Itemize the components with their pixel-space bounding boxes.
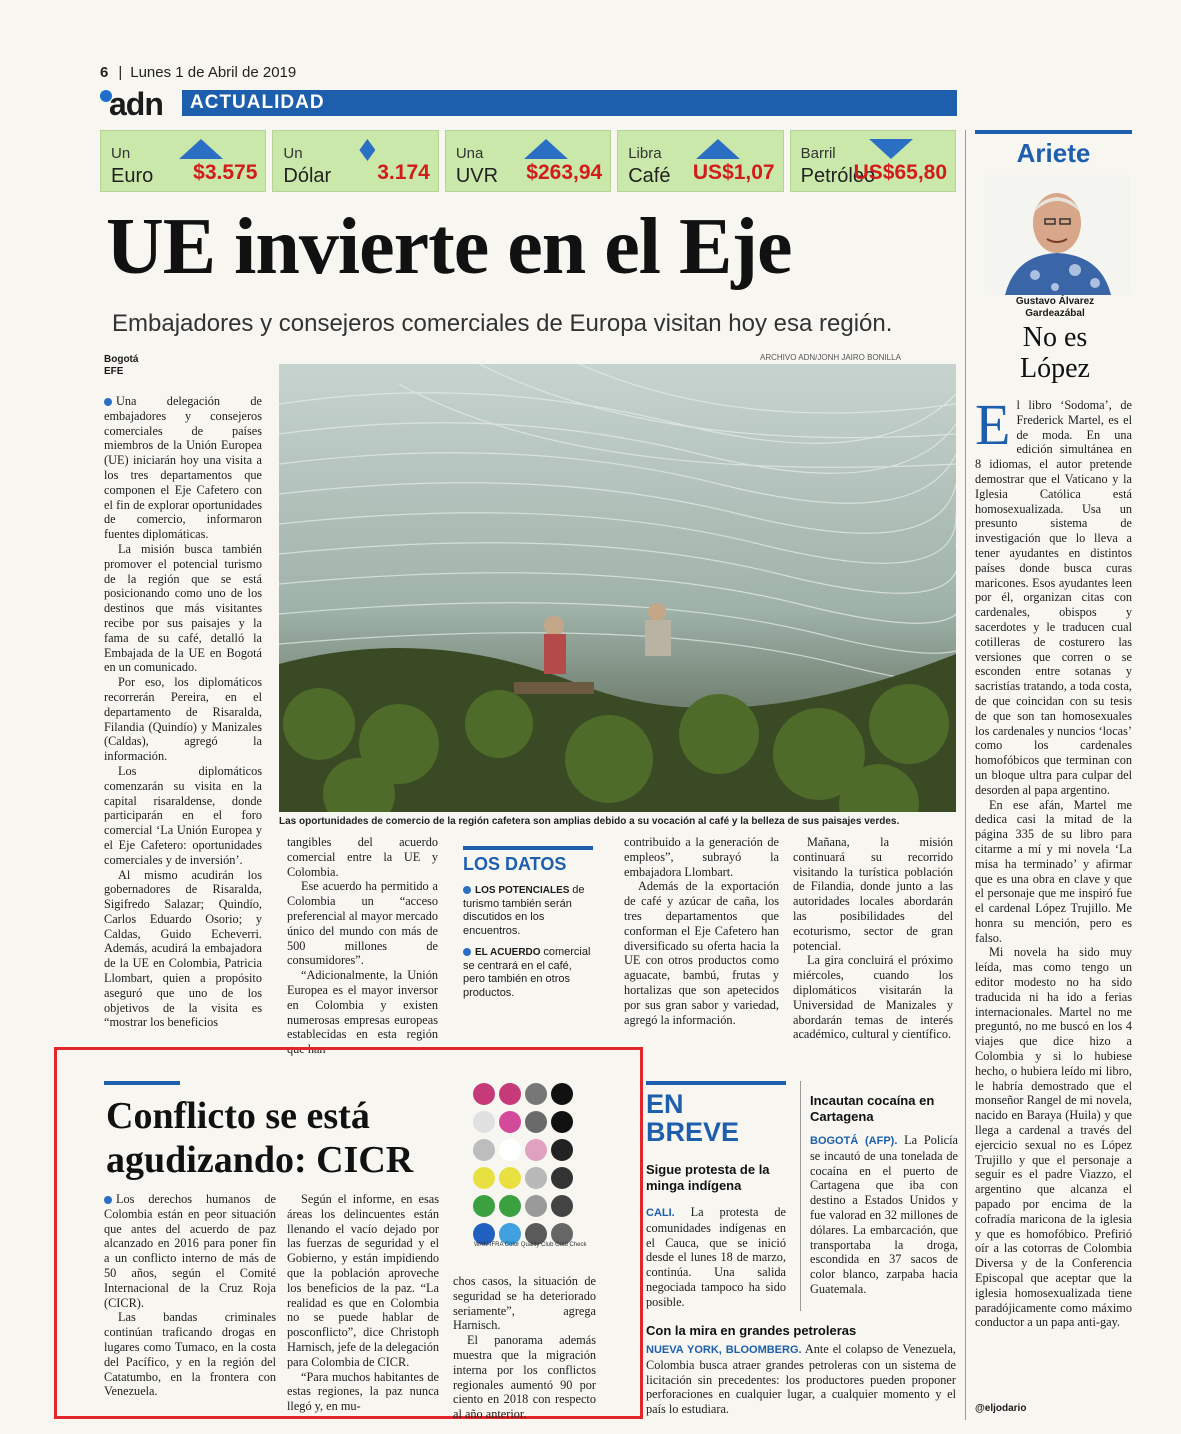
color-patch — [525, 1167, 547, 1189]
photo-credit: ARCHIVO ADN/JONH JAIRO BONILLA — [760, 353, 901, 362]
paragraph: La gira concluirá el próximo miércoles, cuando los diplomáticos visitarán la Universidad de Manizales y abordarán temas de interés académico, cultural y científico. — [793, 953, 953, 1042]
ticker-label: Petróleo — [800, 165, 876, 187]
breve-item-1-body: CALI. La protesta de comunidades indígenas en el Cauca, que se inició desde el lunes 18 de marzo, continúa. Una salida negociada tampoco ha sido posible. — [646, 1205, 786, 1309]
color-patch — [525, 1111, 547, 1133]
color-patch — [551, 1083, 573, 1105]
paragraph: “Para muchos habitantes de estas regiones, la paz nunca llegó y, en mu- — [287, 1369, 439, 1414]
ticker-label: UVR — [455, 165, 499, 187]
color-patch — [499, 1167, 521, 1189]
ticker-euro — [100, 130, 266, 192]
market-tickers — [100, 130, 956, 192]
bullet-icon — [463, 948, 471, 956]
dateline-agency: EFE — [104, 366, 124, 377]
main-column-4 — [793, 835, 953, 1042]
bullet-icon — [104, 1196, 112, 1204]
dateline — [104, 354, 138, 378]
color-patch — [473, 1083, 495, 1105]
ticker-label: Café — [628, 165, 671, 187]
ticker-value: US$65,80 — [853, 161, 948, 184]
author-portrait — [985, 175, 1130, 295]
ticker-value: $263,94 — [526, 161, 603, 184]
breve-item-3-body: NUEVA YORK, BLOOMBERG. Ante el colapso de Venezuela, Colombia busca atraer grandes petroleras con un sistema de licitación sin precedentes: los productores pueden proponer perforaciones en cualquier lugar, a cualquier momento y el país lo estudiara. — [646, 1342, 956, 1417]
cicr-column-2 — [287, 1192, 439, 1414]
ticker-value: 3.174 — [377, 161, 430, 184]
trend-up-icon — [179, 139, 223, 159]
cicr-headline: Conflicto se está agudizando: CICR — [106, 1095, 414, 1181]
ticker-dólar — [272, 130, 438, 192]
bullet-icon — [463, 886, 471, 894]
trend-diamond-icon — [359, 139, 375, 161]
color-patch — [525, 1083, 547, 1105]
opinion-paragraph: El libro ‘Sodoma’, de Frederick Martel, es el de moda. En una edición simultánea en 8 idiomas, el autor pretende demostrar que el Vaticano y la Iglesia Católica está homosexualizada. Usa un presunto sistema de investigación que lo lleva a tener ayudantes en distintos países donde busca curas maricones. Esos ayudantes leen por él, organizan citas con cardenales, obispos y sacerdotes y le traducen cual cotilleras de costurero las versiones que corren o se esconden entre sotanas y sacristías tratando, a toda costa, de que coincidan con su tesis de que son tan homosexuales los cardenales y nuncios ‘locas’ como los cardenales homofóbicos que terminan con un bloque ultra para culpar del desorden al papa argentino. — [975, 392, 1132, 797]
paragraph: Los derechos humanos de Colombia están en peor situación que antes del acuerdo de paz alcanzado en 2016 para poner fin a un conflicto interno de más de 50 años, según el Comité Internacional de la Cruz Roja (CICR). — [104, 1192, 276, 1310]
ticker-unit: Barril — [800, 145, 836, 162]
paragraph: Las bandas criminales continúan traficando drogas en lugares como Tumaco, en la costa del Pacífico, y en la región del Catatumbo, en la frontera con Venezuela. — [104, 1310, 276, 1399]
opinion-author: Gustavo Álvarez Gardeazábal — [1015, 296, 1095, 319]
paragraph: Además de la exportación de café y azúcar de caña, los tres departamentos que conforman el Eje Cafetero han diversificado su oferta hacia la UE con otros productos como aguacate, bambú, frutas y hortalizas que son apetecidos por sus gran sabor y variedad, agregó la información. — [624, 879, 779, 1027]
dateline-city: Bogotá — [104, 354, 139, 365]
opinion-paragraph: En ese afán, Martel me dedica casi la mitad de la página 335 de su libro para citarme a mí y mi novela ‘La misa ha terminado’ y afirmar que es una obra en clave y que el personaje que me inspiró fue el cardenal López Trujillo. Me honra su mención, pero es falso. — [975, 797, 1132, 945]
color-patch — [525, 1195, 547, 1217]
breve-rule — [646, 1081, 786, 1085]
paragraph: Al mismo acudirán los gobernadores de Risaralda, Sigifredo Salazar; Quindío, Carlos Eduardo Osorio; y Caldas, Guido Echeverri. Además, acudirá la embajadora de la UE en Colombia, Patricia Llombart, quien a propósito aseguró que uno de los objetivos de la visita es “mostrar los beneficios — [104, 867, 262, 1030]
bullet-icon — [104, 398, 112, 406]
sidebar-divider — [965, 130, 966, 1420]
issue-date: Lunes 1 de Abril de 2019 — [130, 64, 297, 81]
ticker-unit: Un — [283, 145, 303, 162]
color-patch — [551, 1139, 573, 1161]
paragraph: El panorama además muestra que la migración interna por los conflictos regionales aumentó 90 por ciento en 2018 con respecto al año anterior. — [453, 1333, 596, 1422]
ticker-café — [617, 130, 783, 192]
breve-label: EN BREVE — [646, 1089, 740, 1147]
main-column-2 — [287, 835, 438, 1057]
paragraph: contribuido a la generación de empleos”, subrayó la embajadora Llombart. — [624, 835, 779, 879]
brand-logo: adn — [100, 86, 163, 123]
cicr-rule — [104, 1081, 180, 1085]
color-check-label: WAN-IFRA Color Quality Club Gold Check — [474, 1242, 587, 1248]
color-patch — [473, 1167, 495, 1189]
breve-item-2-title: Incautan cocaína en Cartagena — [810, 1093, 935, 1124]
ticker-unit: Libra — [628, 145, 662, 162]
paragraph: Según el informe, en esas áreas los delincuentes están llenando el vacío dejado por las fuerzas de seguridad y el Gobierno, y están impidiendo que la población aproveche los beneficios de la paz. “La realidad es que en Colombia no se puede hablar de posconflicto”, dice Christoph Harnisch, jefe de la delegación para Colombia de CICR. — [287, 1192, 439, 1369]
ticker-unit: Un — [111, 145, 131, 162]
ticker-uvr — [445, 130, 611, 192]
color-patch — [473, 1195, 495, 1217]
breve-item-1-title: Sigue protesta de la minga indígena — [646, 1162, 770, 1193]
paragraph: Ese acuerdo ha permitido a Colombia un “acceso preferencial al mayor mercado único del mundo con más de 500 millones de consumidores”. — [287, 879, 438, 968]
paragraph: chos casos, la situación de seguridad se ha deteriorado seriamente”, agrega Harnisch. — [453, 1274, 596, 1333]
color-patch — [499, 1083, 521, 1105]
breve-item-3-title: Con la mira en grandes petroleras — [646, 1323, 857, 1338]
paragraph: Mañana, la misión continuará su recorrido visitando la turística población de Filandia, donde junto a las autoridades locales abordarán las posibilidades del ecoturismo, sector de gran potencial. — [793, 835, 953, 953]
paragraph: La misión busca también promover el potencial turismo de la región que se está posicionando como uno de los destinos que más visitantes recibe por sus paisajes y la fama de su café, detalló la Embajada de la UE en Bogotá en un comunicado. — [104, 541, 262, 675]
main-column-3 — [624, 835, 779, 1027]
page-number: 6 — [100, 64, 109, 81]
ticker-value: US$1,07 — [692, 161, 775, 184]
cicr-column-3 — [453, 1274, 596, 1422]
ticker-unit: Una — [455, 145, 484, 162]
drop-cap: E — [975, 392, 1011, 457]
datos-item: EL ACUERDO comercial se centrará en el café, pero también en otros productos. — [463, 946, 591, 999]
color-patch — [499, 1195, 521, 1217]
opinion-handle: @eljodario — [975, 1403, 1027, 1414]
trend-up-icon — [524, 139, 568, 159]
color-check-bar — [470, 1080, 596, 1250]
color-patch — [499, 1111, 521, 1133]
main-subhead: Embajadores y consejeros comerciales de Europa visitan hoy esa región. — [112, 310, 893, 337]
datos-title: LOS DATOS — [463, 854, 567, 874]
datos-list — [463, 884, 595, 1008]
color-patch — [499, 1139, 521, 1161]
color-patch — [551, 1167, 573, 1189]
paragraph: tangibles del acuerdo comercial entre la UE y Colombia. — [287, 835, 438, 879]
breve-divider — [800, 1081, 801, 1311]
opinion-title: No es López — [1020, 322, 1090, 384]
main-column-1 — [104, 394, 262, 1030]
trend-up-icon — [696, 139, 740, 159]
cicr-column-1 — [104, 1192, 276, 1399]
color-patch — [525, 1139, 547, 1161]
ticker-petróleo — [790, 130, 956, 192]
opinion-body — [975, 392, 1132, 1330]
paragraph: Por eso, los diplomáticos recorrerán Pereira, en el departamento de Risaralda, Filandia (Quindío) y Manizales (Caldas), agregó la información. — [104, 675, 262, 764]
color-patch — [551, 1111, 573, 1133]
opinion-label: Ariete — [975, 130, 1132, 170]
page-header-line: 6 | Lunes 1 de Abril de 2019 — [100, 64, 297, 81]
paragraph: “Adicionalmente, la Unión Europea es el mayor inversor en Colombia y existen numerosas empresas europeas establecidas en esta región que han — [287, 968, 438, 1057]
ticker-label: Dólar — [283, 165, 332, 187]
color-patch — [551, 1195, 573, 1217]
photo-caption: Las oportunidades de comercio de la región cafetera son amplias debido a su vocación al café y la belleza de sus paisajes verdes. — [279, 816, 900, 827]
opinion-paragraph: Mi novela ha sido muy leída, mas como tengo un editor modesto no ha sido traducida ni ha ido a ferias internacionales. Martel no me preguntó, no me buscó en los 4 viajes que dice hizo a Colombia y si lo hubiese hecho, o hubiera leído mi libro, le habría demostrado que el monseñor Rangel de mi novela, nacido en Baraya (Huila) y que llega a cardenal a través del ejercicio sexual no es López Trujillo y que el personaje a seguir es el padre Viazzo, el argentino que alcanza el papado por encima de la cofradía maricona de la iglesia y que es homofóbico. Prefirió oír a las cotorras de Colombia Diversa y de la Conferencia Episcopal que aceptar que la iglesia homosexualizada tiene paradójicamente como máximo conductor a un papa anti-gay. — [975, 945, 1132, 1330]
color-patch — [473, 1111, 495, 1133]
paragraph: Los diplomáticos comenzarán su visita en la capital risaraldense, donde participarán en el foro comercial ‘La Unión Europea y el Eje Cafetero: oportunidades comerciales y de inversión’. — [104, 763, 262, 867]
main-headline: UE invierte en el Eje — [106, 203, 792, 291]
datos-rule — [463, 846, 593, 850]
color-patch — [473, 1139, 495, 1161]
paragraph: Una delegación de embajadores y consejeros comerciales de países miembros de la Unión Europea (UE) iniciarán hoy una visita a los tres departamentos que componen el Eje Cafetero con el fin de explorar oportunidades de comercio, informaron fuentes diplomáticas. — [104, 394, 262, 542]
ticker-label: Euro — [111, 165, 154, 187]
coffee-farm-photo — [279, 364, 956, 812]
trend-down-icon — [869, 139, 913, 159]
datos-item: LOS POTENCIALES de turismo también serán discutidos en los encuentros. — [463, 884, 585, 937]
section-label: ACTUALIDAD — [182, 90, 957, 116]
ticker-value: $3.575 — [193, 161, 258, 184]
breve-item-2-body: BOGOTÁ (AFP). La Policía se incautó de una tonelada de cocaína en el puerto de Cartagena que iba con destino a Estados Unidos y fue valorad en 32 millones de dólares. La embarcación, que transportaba la droga, escondida en 37 sacos de color blanco, zarpaba hacia Guatemala. — [810, 1133, 959, 1296]
